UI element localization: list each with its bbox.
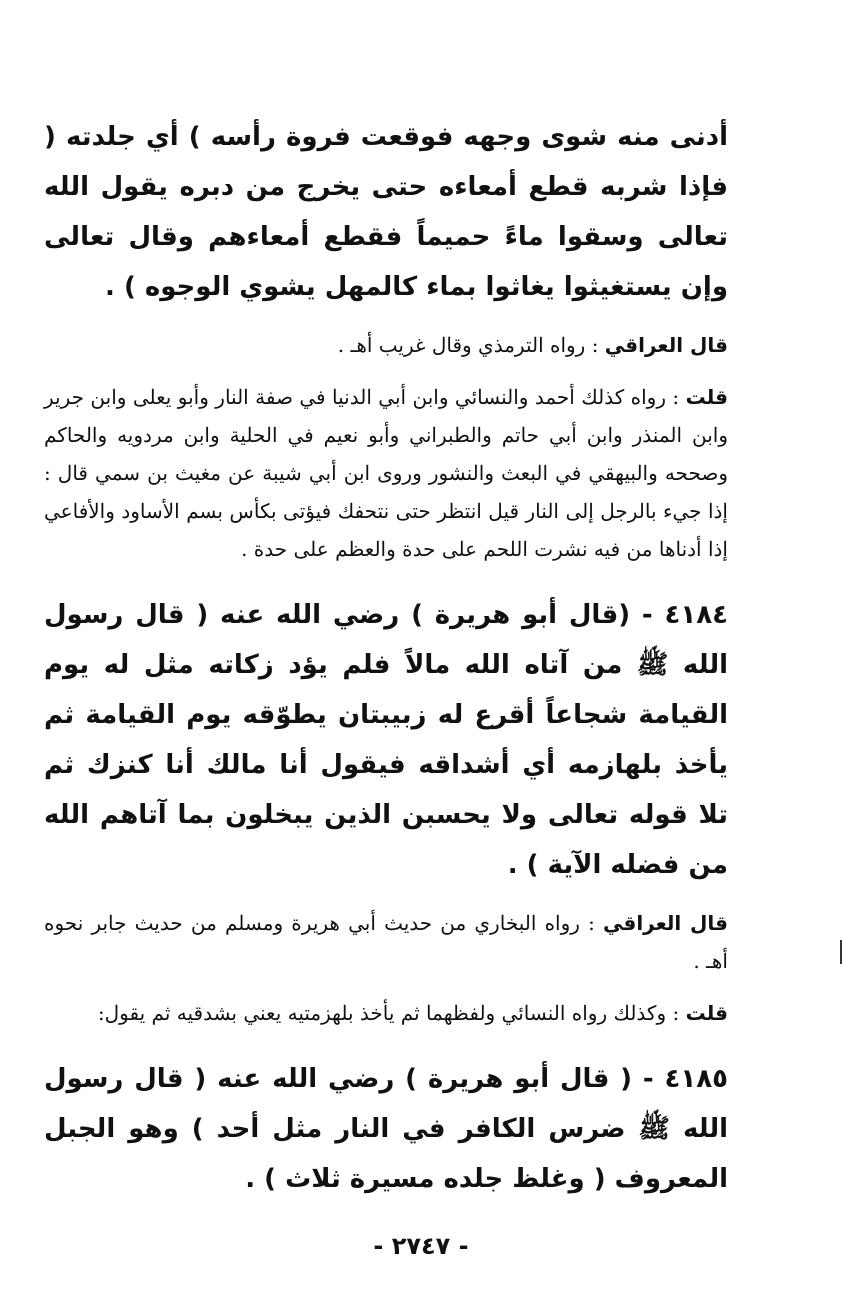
hadith-text-continuation: أدنى منه شوى وجهه فوقعت فروة رأسه ) أي جلدته ( فإذا شربه قطع أمعاءه حتى يخرج من دبره يقول الله تعالى وسقوا ماءً حميماً فقطع أمعاءهم وقال تعالى وإن يستغيثوا يغاثوا بماء كالمهل يشوي الوجوه ) . [44, 122, 728, 302]
commentary-text: : رواه البخاري من حديث أبي هريرة ومسلم من حديث جابر نحوه أهـ . [44, 911, 728, 973]
commentary-label: قال العراقي [602, 911, 728, 935]
commentary-label: قلت [685, 385, 728, 409]
page-number: - ٢٧٤٧ - [373, 1232, 469, 1260]
hadith-4184: ٤١٨٤ - (قال أبو هريرة ) رضي الله عنه ( قال رسول الله ﷺ من آتاه الله مالاً فلم يؤد زكاته مثل له يوم القيامة شجاعاً أقرع له زبيبتان يطوّقه يوم القيامة ثم يأخذ بلهازمه أي أشداقه فيقول أنا مالك أنا كنزك ثم تلا قوله تعالى ولا يحسبن الذين يبخلون بما آتاهم الله من فضله الآية ) . [44, 600, 728, 880]
commentary-qultu-1 [44, 378, 728, 568]
commentary-iraqi-2 [44, 904, 728, 980]
commentary-iraqi-1 [44, 326, 728, 364]
commentary-label: قلت [685, 1001, 728, 1025]
commentary-label: قال العراقي [604, 333, 728, 357]
commentary-text: : وكذلك رواه النسائي ولفظهما ثم يأخذ بلهزمتيه يعني بشدقيه ثم يقول: [97, 1001, 686, 1025]
commentary-qultu-2 [44, 994, 728, 1032]
commentary-text: : رواه الترمذي وقال غريب أهـ . [337, 333, 605, 357]
hadith-4185: ٤١٨٥ - ( قال أبو هريرة ) رضي الله عنه ( قال رسول الله ﷺ ضرس الكافر في النار مثل أحد ) وهو الجبل المعروف ( وغلظ جلده مسيرة ثلاث ) . [44, 1064, 728, 1194]
commentary-text: : رواه كذلك أحمد والنسائي وابن أبي الدنيا في صفة النار وأبو يعلى وابن جرير وابن المنذر وابن أبي حاتم والطبراني وأبو نعيم في الحلية وابن مردويه والحاكم وصححه والبيهقي في البعث والنشور وروى ابن أبي شيبة عن مغيث بن سمي قال : إذا جيء بالرجل إلى النار قيل انتظر حتى نتحفك فيؤتى بكأس بسم الأساود والأفاعي إذا أدناها من فيه نشرت اللحم على حدة والعظم على حدة . [44, 385, 728, 561]
page-body [44, 112, 728, 1204]
